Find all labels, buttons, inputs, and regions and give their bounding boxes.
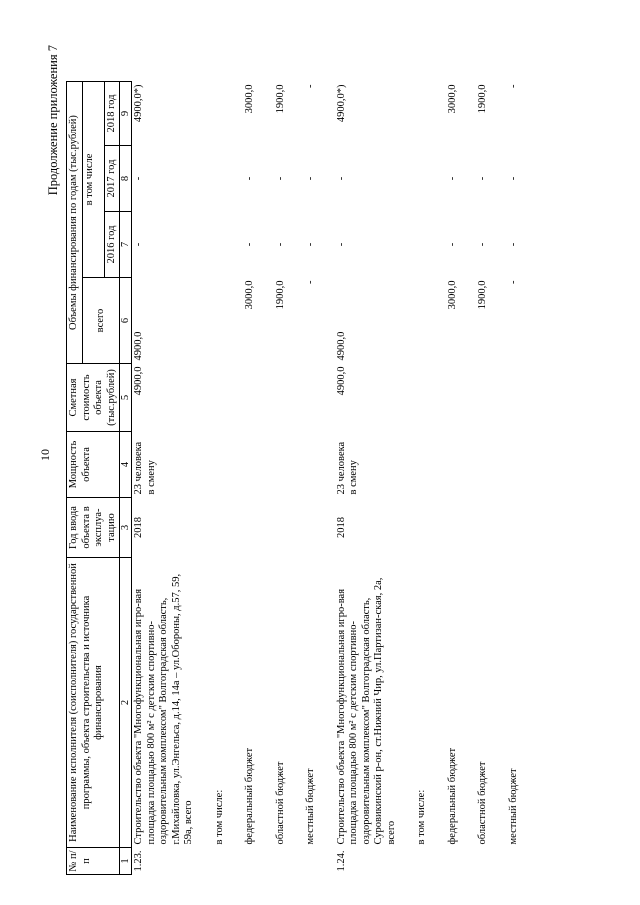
row-2016: -	[274, 242, 286, 247]
row-total: 4900,0	[133, 331, 144, 361]
row-2016: -	[305, 242, 316, 247]
row-2018: 3000,0	[244, 84, 255, 114]
row-total: 4900,0	[335, 331, 347, 361]
table-row	[476, 82, 491, 875]
row-2016: -	[244, 242, 255, 247]
row-name: федеральный бюджет	[446, 747, 458, 845]
row-2018: 4900,0*)	[335, 84, 347, 123]
continuation-title: Продолжение приложения 7	[46, 45, 60, 196]
row-2016: -	[133, 242, 144, 247]
row-total: -	[507, 280, 519, 284]
row-name: в том числе:	[213, 789, 225, 845]
row-2017: -	[477, 176, 488, 181]
row-name: местный бюджет	[305, 768, 316, 845]
row-2018: 1900,0	[477, 84, 488, 114]
header-2016: 2016 год	[104, 212, 120, 278]
table-row	[213, 82, 228, 875]
row-2016: -	[507, 242, 519, 247]
row-total: 3000,0	[244, 280, 255, 310]
row-2017: -	[335, 176, 347, 181]
row-2018: 1900,0	[274, 84, 286, 114]
row-2017: -	[446, 176, 458, 181]
colnum: 7	[120, 212, 132, 278]
row-total: 1900,0	[477, 280, 488, 310]
row-name: федеральный бюджет	[244, 747, 255, 845]
table-row	[132, 82, 197, 875]
header-total: всего	[82, 278, 120, 364]
table-row	[415, 82, 430, 875]
header-num: № п/п	[67, 848, 120, 875]
row-2017: -	[507, 176, 519, 181]
row-name: в том числе:	[416, 789, 427, 845]
colnum: 5	[120, 364, 132, 432]
row-2018: -	[305, 84, 316, 88]
header-2017: 2017 год	[104, 146, 120, 212]
table-row	[335, 82, 400, 875]
row-num: 1.23.	[133, 850, 144, 872]
row-name: Строительство объекта "Многофункциональная игро-вая площадка площадью 800 м² с детским спортивно-оздоровительным комплексом" Волгоградская область, Суровикинский р-он, ст.Нижний Чир, ул.Партизан-ская, 2а, всего	[335, 577, 397, 845]
row-total: 3000,0	[446, 280, 458, 310]
row-2018: 4900,0*)	[133, 84, 144, 123]
colnum: 1	[120, 848, 132, 875]
row-2017: -	[244, 176, 255, 181]
table-row	[274, 82, 289, 875]
header-name: Наименование исполнителя (соисполнителя) государственной программы, объекта строительства и источника финансирования	[67, 558, 120, 848]
row-name: местный бюджет	[507, 768, 519, 845]
row-2018: 3000,0	[446, 84, 458, 114]
table-row	[304, 82, 319, 875]
row-year: 2018	[335, 517, 347, 538]
table-row	[507, 82, 522, 875]
column-numbers-row	[120, 82, 132, 875]
row-cost: 4900,0	[335, 366, 347, 396]
colnum: 4	[120, 432, 132, 498]
colnum: 2	[120, 558, 132, 848]
colnum: 3	[120, 498, 132, 558]
row-name: Строительство объекта "Многофункциональная игро-вая площадка площадью 800 м² с детским спортивно-оздоровительным комплексом" Волгоградская область, г.Михайловка, ул.Энгельса, д.14, 14а – ул.Обороны, д.57, 59, 59а, всего	[133, 573, 194, 845]
row-2017: -	[133, 176, 144, 181]
row-total: 1900,0	[274, 280, 286, 310]
funding-table	[66, 81, 521, 875]
table-row	[243, 82, 258, 875]
row-2016: -	[335, 242, 347, 247]
row-name: областной бюджет	[274, 761, 286, 845]
row-2018: -	[507, 84, 519, 88]
header-capacity: Мощность объекта	[67, 432, 120, 498]
header-2018: 2018 год	[104, 82, 120, 146]
table-row	[446, 82, 461, 875]
colnum: 6	[120, 278, 132, 364]
colnum: 8	[120, 146, 132, 212]
header-funding: Объемы финансирования по годам (тыс.рублей)	[67, 82, 83, 364]
row-cost: 4900,0	[133, 366, 144, 396]
row-capacity: 23 человека в смену	[335, 441, 359, 495]
header-year: Год ввода объекта в эксплуа-тацию	[67, 498, 120, 558]
row-name: областной бюджет	[477, 761, 488, 845]
header-incl: в том числе	[82, 82, 104, 278]
colnum: 9	[120, 82, 132, 146]
page-number: 10	[38, 449, 52, 461]
row-2017: -	[274, 176, 286, 181]
row-capacity: 23 человека в смену	[133, 441, 157, 495]
row-year: 2018	[133, 517, 144, 538]
row-2016: -	[446, 242, 458, 247]
header-cost: Сметная стоимость объекта (тыс.рублей)	[67, 364, 120, 432]
row-total: -	[305, 280, 316, 284]
row-num: 1.24.	[335, 850, 347, 872]
row-2016: -	[477, 242, 488, 247]
row-2017: -	[305, 176, 316, 181]
